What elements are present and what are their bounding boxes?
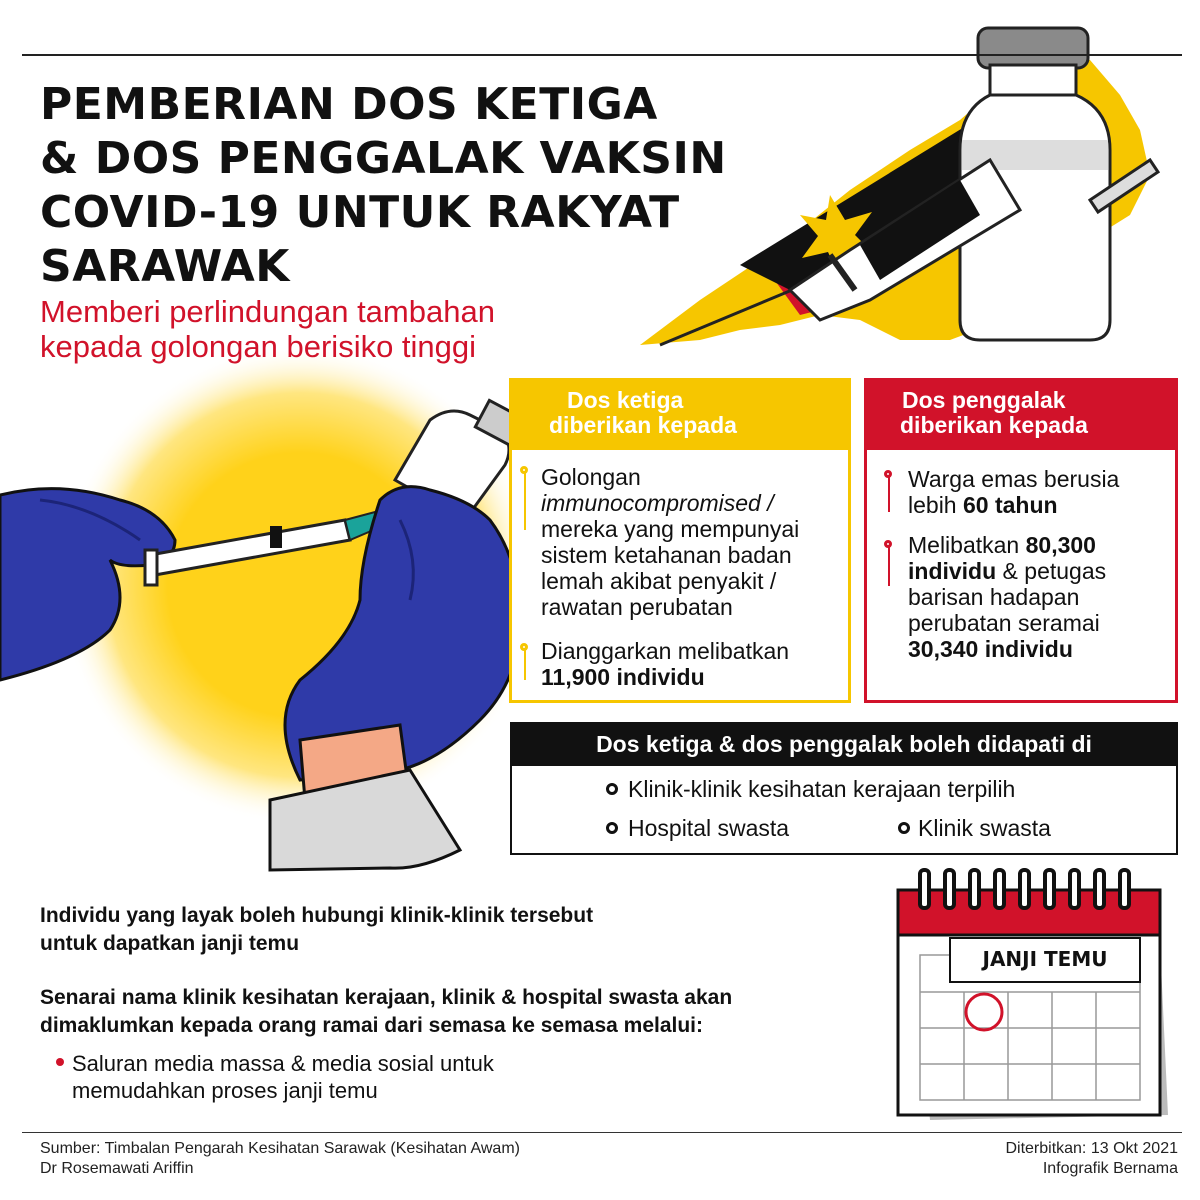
info-line: Senarai nama klinik kesihatan kerajaan, klinik & hospital swasta akan xyxy=(40,986,733,1009)
bullet-icon xyxy=(898,822,910,834)
source-line: Dr Rosemawati Ariffin xyxy=(40,1160,194,1177)
bullet-icon xyxy=(606,783,618,795)
timeline-dot xyxy=(520,466,528,474)
timeline-line xyxy=(888,472,890,512)
third-dose-item-2 xyxy=(541,638,789,690)
info-line: dimaklumkan kepada orang ramai dari semasa ke semasa melalui: xyxy=(40,1014,703,1037)
subtitle-line: Memberi perlindungan tambahan xyxy=(40,294,495,329)
place-government-clinics: Klinik-klinik kesihatan kerajaan terpilih xyxy=(628,776,1016,802)
publisher-credit: Infografik Bernama xyxy=(1042,1160,1178,1177)
calendar-label: JANJI TEMU xyxy=(982,947,1108,971)
info-line: untuk dapatkan janji temu xyxy=(40,932,300,955)
source-line: Sumber: Timbalan Pengarah Kesihatan Sarawak (Kesihatan Awam) xyxy=(40,1140,520,1157)
item-bold: individu xyxy=(908,558,997,584)
third-dose-heading-line: Dos ketiga xyxy=(567,387,684,413)
third-dose-heading xyxy=(509,378,851,450)
title-line: PEMBERIAN DOS KETIGA xyxy=(40,79,658,130)
timeline-dot xyxy=(884,540,892,548)
publication-info xyxy=(1005,1139,1178,1179)
title-line: COVID-19 UNTUK RAKYAT xyxy=(40,187,680,238)
title-line: & DOS PENGGALAK VAKSIN xyxy=(40,133,727,184)
contact-info xyxy=(40,902,860,958)
item-line: lemah akibat penyakit / xyxy=(541,568,777,594)
page-title xyxy=(40,78,800,294)
info-line: Saluran media massa & media sosial untuk xyxy=(72,1051,494,1076)
item-line: perubatan seramai xyxy=(908,610,1100,636)
item-line: mereka yang mempunyai xyxy=(541,516,800,542)
booster-dose-heading xyxy=(864,378,1178,450)
item-italic: immunocompromised / xyxy=(541,490,774,516)
source-credit xyxy=(40,1139,520,1179)
item-text: Melibatkan xyxy=(908,532,1026,558)
item-line xyxy=(541,664,789,690)
bullet-icon xyxy=(56,1058,64,1066)
item-line: barisan hadapan xyxy=(908,584,1080,610)
item-line: sistem ketahanan badan xyxy=(541,542,792,568)
place-private-hospital: Hospital swasta xyxy=(628,815,790,841)
timeline-dot xyxy=(520,643,528,651)
timeline-line xyxy=(524,650,526,680)
subtitle-line: kepada golongan berisiko tinggi xyxy=(40,329,477,364)
booster-item-1 xyxy=(908,466,1119,518)
item-line xyxy=(908,558,1106,584)
item-line xyxy=(541,490,799,516)
booster-heading-line: diberikan kepada xyxy=(900,412,1088,438)
availability-heading: Dos ketiga & dos penggalak boleh didapati di xyxy=(510,722,1178,766)
booster-item-2 xyxy=(908,532,1106,662)
item-text: lebih xyxy=(908,492,963,518)
item-bold: 30,340 individu xyxy=(908,636,1073,662)
item-text: & petugas xyxy=(996,558,1107,584)
item-line xyxy=(908,492,1119,518)
booster-heading-line: Dos penggalak xyxy=(902,387,1066,413)
item-line xyxy=(908,636,1106,662)
bottom-divider xyxy=(22,1132,1182,1133)
item-line: rawatan perubatan xyxy=(541,594,733,620)
timeline-line xyxy=(888,546,890,586)
item-line: Golongan xyxy=(541,464,641,490)
timeline-line xyxy=(524,472,526,530)
item-line xyxy=(908,532,1106,558)
title-line: SARAWAK xyxy=(40,241,290,292)
info-line: Individu yang layak boleh hubungi klinik-klinik tersebut xyxy=(40,904,594,927)
timeline-dot xyxy=(884,470,892,478)
page-subtitle xyxy=(40,294,640,364)
item-line: Dianggarkan melibatkan xyxy=(541,638,790,664)
channel-info xyxy=(72,1050,672,1104)
third-dose-item-1 xyxy=(541,464,799,620)
published-date: Diterbitkan: 13 Okt 2021 xyxy=(1005,1140,1178,1157)
item-bold: 80,300 xyxy=(1025,532,1096,558)
top-divider xyxy=(22,54,1182,56)
third-dose-heading-line: diberikan kepada xyxy=(549,412,737,438)
list-intro xyxy=(40,984,910,1040)
item-line: Warga emas berusia xyxy=(908,466,1120,492)
info-line: memudahkan proses janji temu xyxy=(72,1078,378,1103)
item-bold: 60 tahun xyxy=(962,492,1058,518)
item-bold: 11,900 individu xyxy=(541,664,705,690)
bullet-icon xyxy=(606,822,618,834)
place-private-clinic: Klinik swasta xyxy=(918,815,1051,841)
calendar-icon xyxy=(898,870,1168,1120)
